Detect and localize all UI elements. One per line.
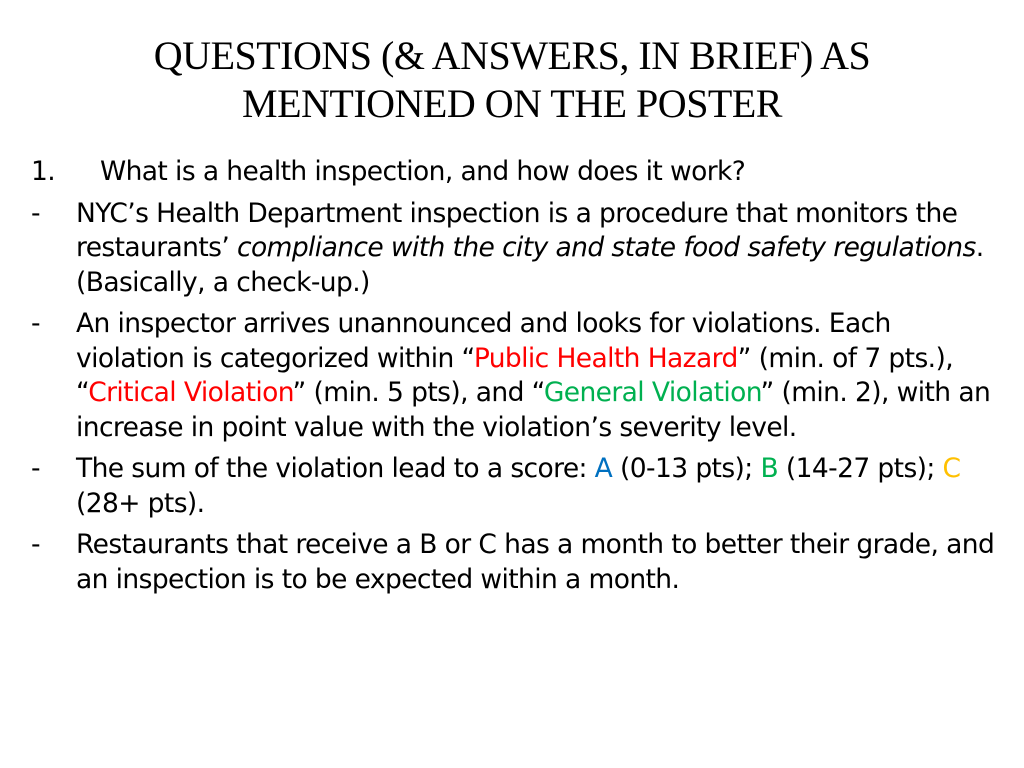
reinspection-text: Restaurants that receive a B or C has a month to better their grade, and an inspection is to be expected within a month. bbox=[76, 529, 995, 595]
definition-text: NYC’s Health Department inspection is a procedure that monitors the restaurants’ bbox=[76, 197, 958, 263]
slide-title-line-1: QUESTIONS (& ANSWERS, IN BRIEF) AS bbox=[153, 33, 871, 78]
list-item-violations bbox=[31, 307, 1006, 445]
score-text-4: (28+ pts). bbox=[76, 487, 205, 519]
public-health-hazard-label: Public Health Hazard bbox=[473, 342, 738, 374]
slide-content bbox=[31, 155, 1006, 604]
list-marker: - bbox=[31, 197, 40, 229]
violations-text-2: ” (min. of 7 pts.), “ bbox=[76, 342, 954, 408]
grade-c-label: C bbox=[942, 453, 961, 484]
list-marker: 1. bbox=[31, 156, 56, 187]
definition-text-end: . (Basically, a check-up.) bbox=[76, 232, 984, 298]
list-marker: - bbox=[31, 453, 40, 484]
list-item-score bbox=[31, 452, 1006, 521]
list-marker: - bbox=[31, 308, 40, 339]
violations-text: An inspector arrives unannounced and looks for violations. Each violation is categorized within “ bbox=[76, 308, 891, 374]
compliance-emphasis: compliance with the city and state food safety regulations bbox=[237, 232, 976, 263]
violations-text-4: ” (min. 2), with an increase in point value with the violation’s severity level. bbox=[76, 377, 991, 443]
list-item-definition bbox=[31, 197, 1006, 301]
list-item-question bbox=[31, 155, 1006, 190]
grade-a-label: A bbox=[594, 453, 613, 484]
score-text: The sum of the violation lead to a score: bbox=[76, 453, 595, 484]
violations-text-3: ” (min. 5 pts), and “ bbox=[292, 377, 544, 408]
general-violation-label: General Violation bbox=[543, 377, 761, 408]
grade-b-label: B bbox=[760, 453, 779, 484]
question-text: What is a health inspection, and how does it work? bbox=[100, 156, 746, 187]
slide-title bbox=[60, 32, 964, 128]
score-text-2: (0-13 pts); bbox=[612, 453, 761, 484]
list-item-reinspection bbox=[31, 528, 1006, 597]
score-text-3: (14-27 pts); bbox=[778, 453, 943, 484]
critical-violation-label: Critical Violation bbox=[88, 377, 293, 408]
list-marker: - bbox=[31, 529, 40, 560]
slide-title-line-2: MENTIONED ON THE POSTER bbox=[242, 81, 782, 126]
